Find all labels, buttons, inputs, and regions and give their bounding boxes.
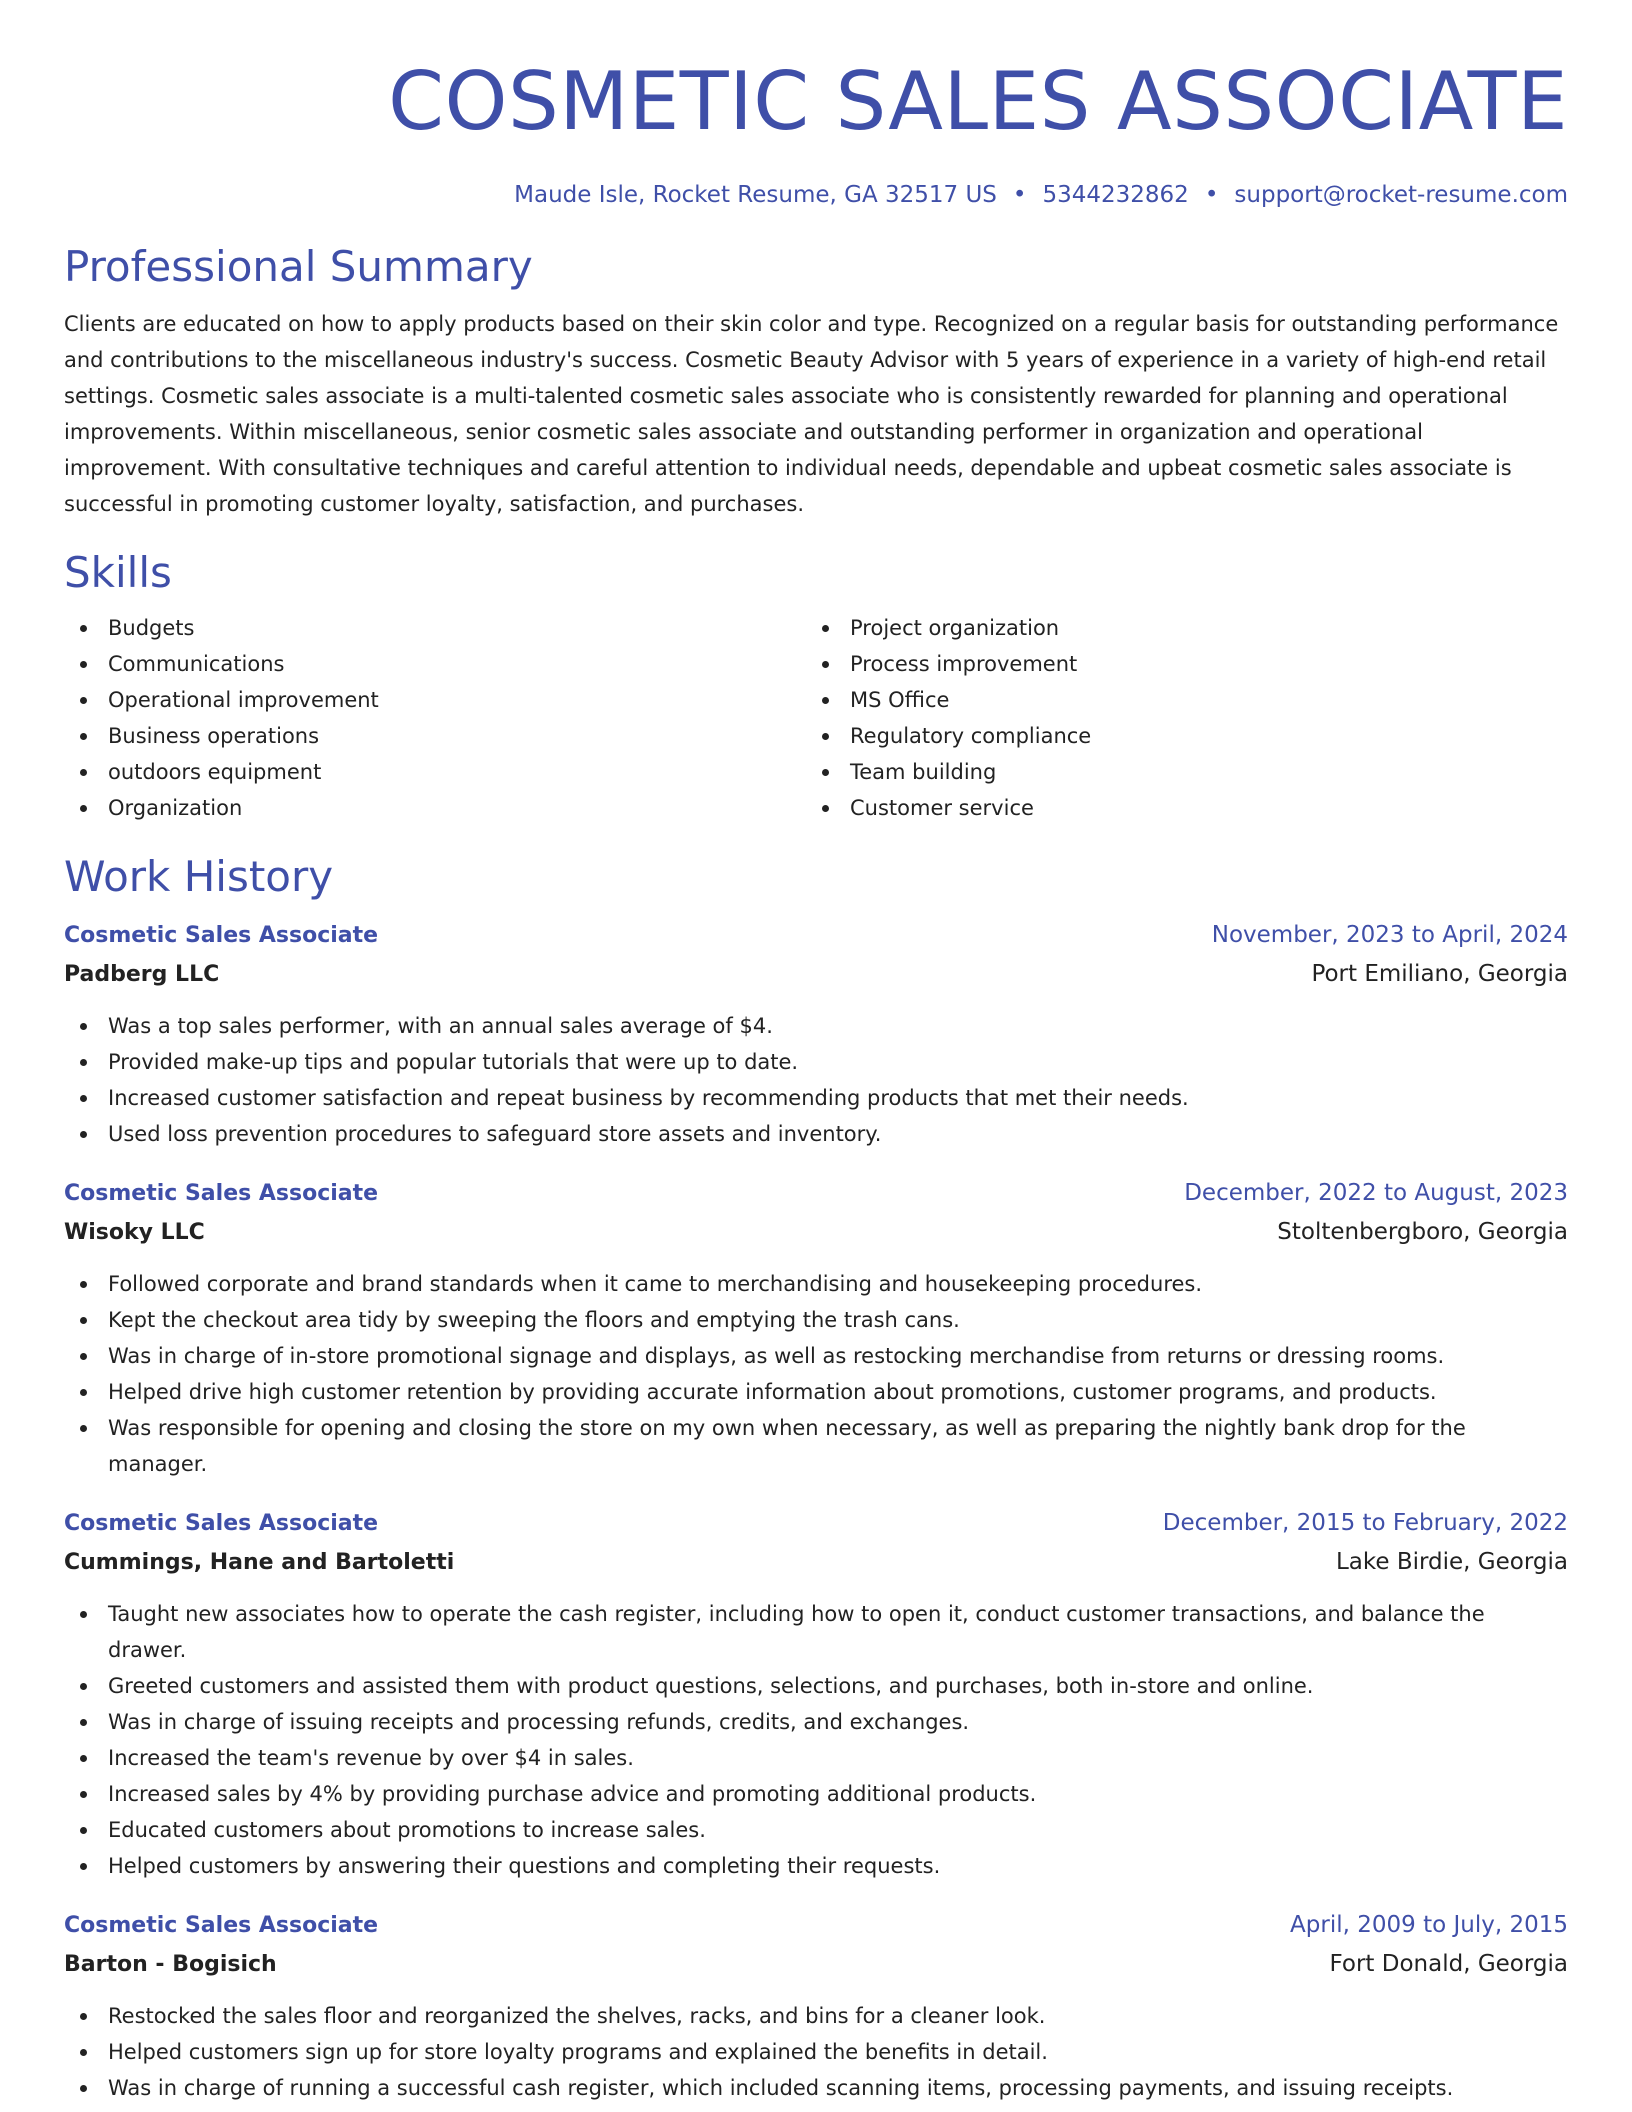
job-title: Cosmetic Sales Associate [64,923,379,948]
job-location: Stoltenbergboro, Georgia [1277,1219,1568,1245]
job-duty: Was in charge of running a successful cash register, which included scanning items, processing payments, and issuing receipts. [64,2070,1568,2106]
contact-email: support@rocket-resume.com [1234,182,1568,208]
job-title: Cosmetic Sales Associate [64,1913,379,1938]
skill-item: Project organization [806,610,1548,646]
skills-column-right [806,610,1548,826]
skill-item: Process improvement [806,646,1548,682]
contact-phone: 5344232862 [1042,182,1189,208]
skills-list [64,610,1568,826]
skill-item: Organization [64,790,806,826]
job-duty: Kept the checkout area tidy by sweeping the floors and emptying the trash cans. [64,1302,1568,1338]
job-entry [64,1906,1568,2106]
job-duty: Increased the team's revenue by over $4 in sales. [64,1740,1568,1776]
job-duty: Restocked the sales floor and reorganized the shelves, racks, and bins for a cleaner look. [64,1998,1568,2034]
contact-separator: • [1012,182,1027,208]
job-title: Cosmetic Sales Associate [64,1511,379,1536]
job-duties [64,1008,1568,1152]
job-duty: Provided make-up tips and popular tutorials that were up to date. [64,1044,1568,1080]
contact-address: Maude Isle, Rocket Resume, GA 32517 US [514,182,997,208]
contact-separator: • [1204,182,1219,208]
job-duty: Was in charge of issuing receipts and processing refunds, credits, and exchanges. [64,1704,1568,1740]
job-company: Barton - Bogisich [64,1952,277,1977]
summary-text: Clients are educated on how to apply products based on their skin color and type. Recognized on a regular basis for outstanding performance and contributions to the miscellaneous industry's success. Cosmetic Beauty Advisor with 5 years of experience in a variety of high-end retail settings. Cosmetic sales associate is a multi-talented cosmetic sales associate who is consistently rewarded for planning and operational improvements. Within miscellaneous, senior cosmetic sales associate and outstanding performer in organization and operational improvement. With consultative techniques and careful attention to individual needs, dependable and upbeat cosmetic sales associate is successful in promoting customer loyalty, satisfaction, and purchases. [64,312,1559,516]
summary-title: Professional Summary [64,242,533,291]
job-location: Fort Donald, Georgia [1329,1951,1568,1977]
skill-item: Operational improvement [64,682,806,718]
job-duty: Was responsible for opening and closing the store on my own when necessary, as well as preparing the nightly bank drop for the manager. [64,1410,1568,1482]
job-duty: Educated customers about promotions to increase sales. [64,1812,1568,1848]
skill-item: Budgets [64,610,806,646]
job-duties [64,1596,1568,1884]
job-company: Padberg LLC [64,962,220,987]
job-duty: Used loss prevention procedures to safeguard store assets and inventory. [64,1116,1568,1152]
skills-title: Skills [64,548,172,597]
skill-item: Regulatory compliance [806,718,1548,754]
job-duty: Helped customers sign up for store loyalty programs and explained the benefits in detail. [64,2034,1568,2070]
skill-item: Customer service [806,790,1548,826]
work-history-title: Work History [64,852,334,901]
work-history-list [64,916,1568,2106]
job-duty: Helped drive high customer retention by providing accurate information about promotions, customer programs, and products. [64,1374,1568,1410]
job-duty: Followed corporate and brand standards when it came to merchandising and housekeeping procedures. [64,1266,1568,1302]
job-dates: April, 2009 to July, 2015 [1290,1912,1568,1938]
job-location: Port Emiliano, Georgia [1311,961,1568,987]
job-entry [64,1504,1568,1884]
job-duty: Was a top sales performer, with an annual sales average of $4. [64,1008,1568,1044]
job-dates: December, 2022 to August, 2023 [1184,1180,1568,1206]
job-dates: December, 2015 to February, 2022 [1162,1510,1568,1536]
job-duty: Increased sales by 4% by providing purchase advice and promoting additional products. [64,1776,1568,1812]
skill-item: Team building [806,754,1548,790]
job-location: Lake Birdie, Georgia [1335,1549,1568,1575]
job-company: Cummings, Hane and Bartoletti [64,1550,455,1575]
job-duties [64,1998,1568,2106]
job-dates: November, 2023 to April, 2024 [1211,922,1568,948]
skill-item: outdoors equipment [64,754,806,790]
job-title: Cosmetic Sales Associate [64,1181,379,1206]
skills-column-left [64,610,806,826]
job-entry [64,916,1568,1152]
skill-item: Business operations [64,718,806,754]
job-entry [64,1174,1568,1482]
job-duties [64,1266,1568,1482]
job-duty: Taught new associates how to operate the cash register, including how to open it, conduct customer transactions, and balance the drawer. [64,1596,1568,1668]
contact-line [64,180,1568,210]
job-company: Wisoky LLC [64,1220,205,1245]
job-duty: Greeted customers and assisted them with product questions, selections, and purchases, both in-store and online. [64,1668,1568,1704]
job-duty: Increased customer satisfaction and repeat business by recommending products that met their needs. [64,1080,1568,1116]
job-duty: Helped customers by answering their questions and completing their requests. [64,1848,1568,1884]
resume-name: COSMETIC SALES ASSOCIATE [388,55,1568,148]
skill-item: Communications [64,646,806,682]
skill-item: MS Office [806,682,1548,718]
job-duty: Was in charge of in-store promotional signage and displays, as well as restocking merchandise from returns or dressing rooms. [64,1338,1568,1374]
